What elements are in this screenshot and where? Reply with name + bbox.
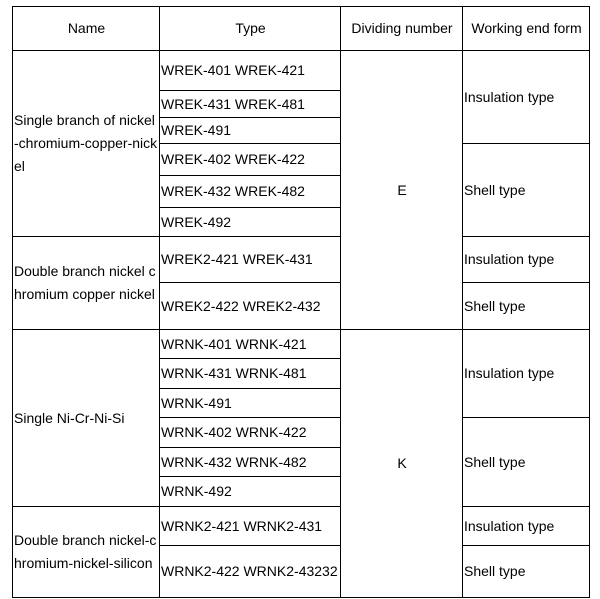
working-end-form: Shell type bbox=[463, 283, 590, 330]
header-dividing-number: Dividing number bbox=[341, 7, 463, 51]
working-end-form: Shell type bbox=[463, 546, 590, 598]
working-end-form: Insulation type bbox=[463, 51, 590, 144]
type-cell: WRNK-491 bbox=[160, 389, 341, 418]
type-cell: WRNK-431 WRNK-481 bbox=[160, 359, 341, 389]
type-cell: WRNK2-422 WRNK2-43232 bbox=[160, 546, 341, 598]
table-row bbox=[13, 51, 590, 91]
product-name: Single branch of nickel-chromium-copper-nickel bbox=[13, 51, 160, 237]
type-cell: WREK2-421 WREK-431 bbox=[160, 237, 341, 283]
product-name: Single Ni-Cr-Ni-Si bbox=[13, 330, 160, 507]
table-row bbox=[13, 330, 590, 359]
working-end-form: Insulation type bbox=[463, 507, 590, 546]
type-cell: WRNK-402 WRNK-422 bbox=[160, 418, 341, 448]
working-end-form: Shell type bbox=[463, 144, 590, 237]
type-cell: WREK-402 WREK-422 bbox=[160, 144, 341, 176]
type-cell: WREK-401 WREK-421 bbox=[160, 51, 341, 91]
dividing-number: K bbox=[341, 330, 463, 598]
type-cell: WRNK-401 WRNK-421 bbox=[160, 330, 341, 359]
thermocouple-table bbox=[12, 6, 590, 598]
table-row bbox=[13, 237, 590, 283]
type-cell: WRNK-432 WRNK-482 bbox=[160, 448, 341, 477]
type-cell: WREK-492 bbox=[160, 208, 341, 237]
type-cell: WRNK-492 bbox=[160, 477, 341, 507]
product-name: Double branch nickel-chromium-nickel-silicon bbox=[13, 507, 160, 598]
type-cell: WREK-432 WREK-482 bbox=[160, 176, 341, 208]
product-name: Double branch nickel chromium copper nickel bbox=[13, 237, 160, 330]
table-row bbox=[13, 507, 590, 546]
dividing-number: E bbox=[341, 51, 463, 330]
header-row bbox=[13, 7, 590, 51]
header-working-end-form: Working end form bbox=[463, 7, 590, 51]
type-cell: WREK-491 bbox=[160, 118, 341, 144]
header-type: Type bbox=[160, 7, 341, 51]
type-cell: WRNK2-421 WRNK2-431 bbox=[160, 507, 341, 546]
type-cell: WREK2-422 WREK2-432 bbox=[160, 283, 341, 330]
working-end-form: Shell type bbox=[463, 418, 590, 507]
header-name: Name bbox=[13, 7, 160, 51]
type-cell: WREK-431 WREK-481 bbox=[160, 91, 341, 118]
working-end-form: Insulation type bbox=[463, 237, 590, 283]
working-end-form: Insulation type bbox=[463, 330, 590, 418]
